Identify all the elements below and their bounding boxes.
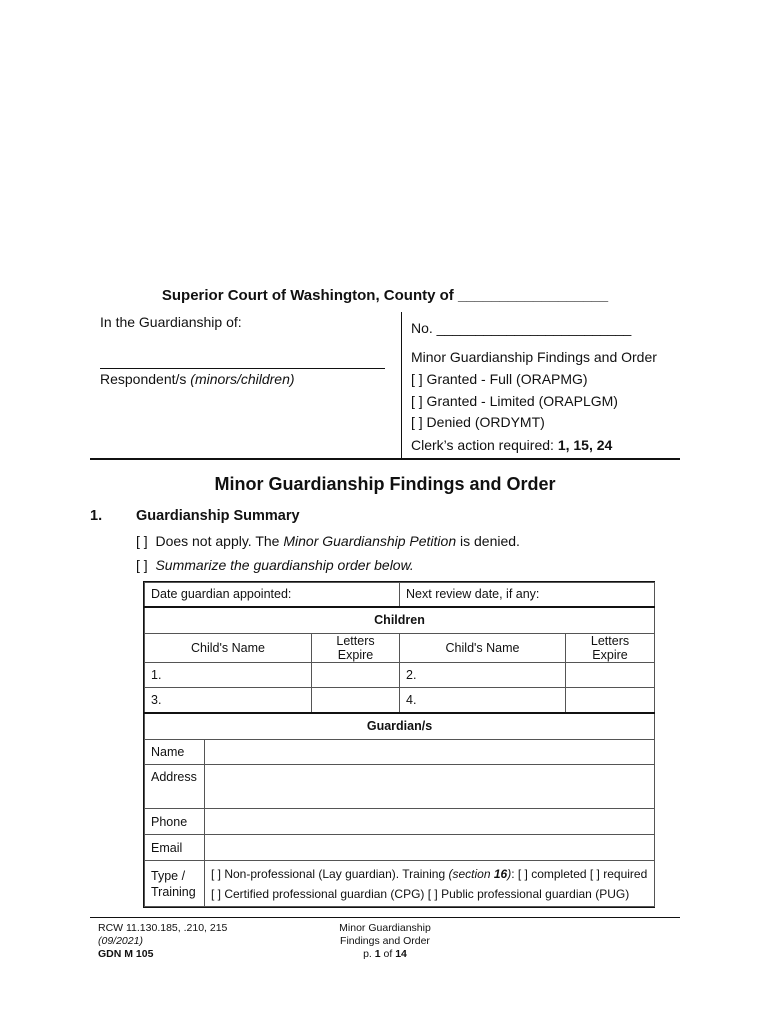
option-professional-guardian[interactable]: [ ] Certified professional guardian (CPG) [ ] Public professional guardian (PUG) — [211, 886, 630, 901]
court-title: Superior Court of Washington, County of __________________ — [161, 287, 609, 304]
col-child-name: Child's Name — [400, 634, 566, 663]
children-heading: Children — [145, 607, 655, 634]
option-granted-limited[interactable]: [ ] Granted - Limited (ORAPLGM) — [411, 393, 618, 409]
page-number: p. 1 of 14 — [363, 948, 407, 960]
name-label: Name — [145, 740, 205, 765]
footer-rule — [90, 917, 680, 918]
address-field[interactable] — [205, 765, 655, 809]
footer-left — [98, 922, 227, 961]
letters-expire-cell[interactable] — [566, 688, 655, 713]
respondent-hint: (minors/children) — [190, 371, 295, 387]
section-number: 1. — [90, 508, 103, 524]
option-denied[interactable]: [ ] Denied (ORDYMT) — [411, 414, 545, 430]
next-review-cell[interactable]: Next review date, if any: — [400, 583, 655, 607]
footer-center: Minor Guardianship Findings and Order p. 1 of 14 — [300, 922, 470, 961]
guardianship-of-label: In the Guardianship of: — [100, 314, 242, 330]
guardians-heading: Guardian/s — [145, 713, 655, 740]
option-granted-full[interactable]: [ ] Granted - Full (ORAPMG) — [411, 371, 588, 387]
child-name-cell[interactable]: 1. — [145, 663, 312, 688]
option-summarize[interactable]: [ ] Summarize the guardianship order below. — [136, 557, 414, 573]
checkbox[interactable]: [ ] — [136, 557, 148, 573]
letters-expire-cell[interactable] — [312, 688, 400, 713]
child-name-cell[interactable]: 4. — [400, 688, 566, 713]
caption-divider — [401, 312, 402, 458]
address-label: Address — [145, 765, 205, 809]
checkbox[interactable]: [ ] — [136, 533, 148, 549]
col-child-name: Child's Name — [145, 634, 312, 663]
case-number: No. _________________________ — [411, 320, 632, 336]
guardianship-summary-table — [143, 581, 655, 908]
form-title: Minor Guardianship Findings and Order — [411, 349, 657, 365]
col-letters-expire: Letters Expire — [566, 634, 655, 663]
document-title: Minor Guardianship Findings and Order — [214, 474, 556, 494]
footer-form-number: GDN M 105 — [98, 948, 154, 960]
section-title: Guardianship Summary — [136, 508, 300, 524]
child-name-cell[interactable]: 2. — [400, 663, 566, 688]
respondent-signature-line — [100, 368, 385, 369]
footer-rcw: RCW 11.130.185, .210, 215 — [98, 922, 228, 934]
date-appointed-cell[interactable]: Date guardian appointed: — [145, 583, 400, 607]
type-training-options — [205, 861, 655, 907]
letters-expire-cell[interactable] — [566, 663, 655, 688]
caption-bottom-rule — [90, 458, 680, 460]
letters-expire-cell[interactable] — [312, 663, 400, 688]
name-field[interactable] — [205, 740, 655, 765]
clerk-action-items: 1, 15, 24 — [557, 437, 613, 453]
option-does-not-apply[interactable]: [ ] Does not apply. The Minor Guardianship Petition is denied. — [136, 533, 520, 549]
option-non-professional[interactable]: [ ] Non-professional (Lay guardian). Training (section 16): [ ] completed [ ] required — [211, 866, 648, 881]
clerk-action: Clerk’s action required: 1, 15, 24 — [411, 437, 613, 453]
child-name-cell[interactable]: 3. — [145, 688, 312, 713]
phone-field[interactable] — [205, 809, 655, 835]
email-field[interactable] — [205, 835, 655, 861]
email-label: Email — [145, 835, 205, 861]
type-training-label: Type / Training — [145, 861, 205, 907]
footer-date: (09/2021) — [98, 935, 143, 947]
phone-label: Phone — [145, 809, 205, 835]
respondent-label: Respondent/s (minors/children) — [100, 371, 295, 387]
col-letters-expire: Letters Expire — [312, 634, 400, 663]
